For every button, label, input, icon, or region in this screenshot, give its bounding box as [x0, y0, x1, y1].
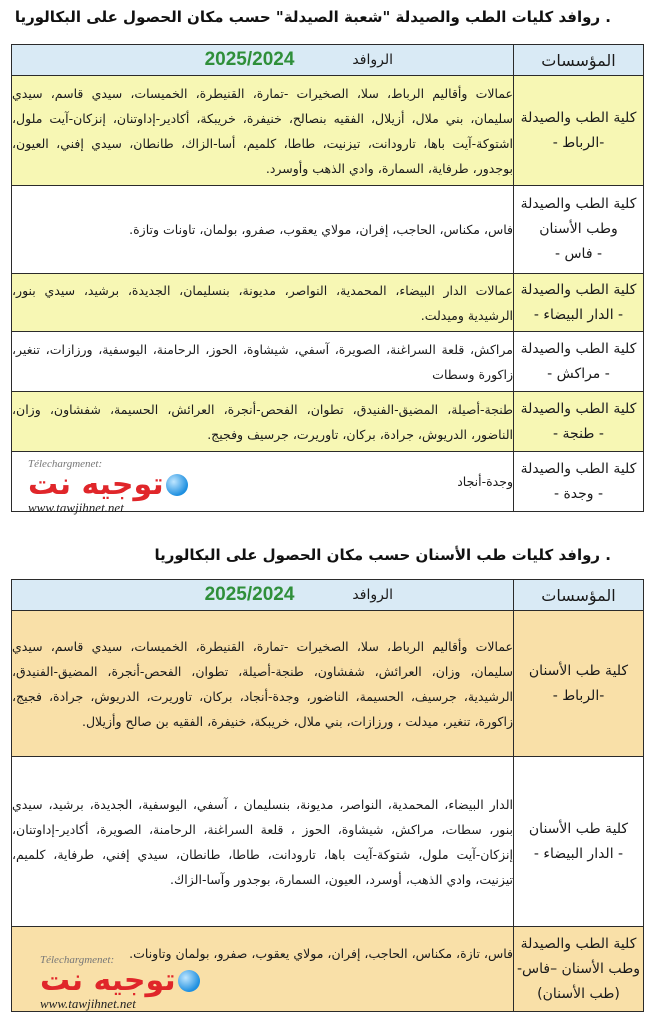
pharmacy-section-title: . روافد كليات الطب والصيدلة "شعبة الصيدلة" حسب مكان الحصول على البكالوريا [14, 8, 611, 26]
watermark-caption: Télechargmenet: [40, 954, 115, 966]
institution-cell [514, 611, 644, 757]
institution-name: كلية الطب والصيدلة [520, 281, 637, 298]
header-feeders: الروافد [352, 587, 393, 603]
institution-specialty: (طب الأسنان) [537, 985, 620, 1002]
watermark-logo [28, 458, 190, 516]
header-feeders: الروافد [352, 52, 393, 68]
table-row [12, 392, 644, 452]
header-institutions: المؤسسات [514, 580, 644, 611]
header-year: 2025/2024 [204, 584, 295, 605]
institution-city: - وجدة - [553, 485, 604, 502]
header-feeders-cell [12, 580, 514, 611]
globe-icon [178, 970, 200, 992]
institution-name: كلية الطب والصيدلة [520, 935, 637, 952]
institution-city: - طنجة - [553, 425, 604, 442]
institution-cell [514, 332, 644, 392]
watermark-brand-text: توجيه نت [28, 467, 164, 502]
institution-cell [514, 927, 644, 1012]
institution-city: - الدار البيضاء - [533, 845, 624, 862]
header-feeders-cell [12, 45, 514, 76]
watermark-brand-text: توجيه نت [40, 963, 176, 998]
watermark-brand [28, 467, 190, 502]
table-row [12, 186, 644, 274]
watermark-logo [40, 954, 202, 1012]
table-row [12, 757, 644, 927]
feeders-cell: طنجة-أصيلة، المضيق-الفنيدق، تطوان، الفحص-أنجرة، العرائش، الحسيمة، شفشاون، وزان، الناضور، الدريوش، جرادة، بركان، تاوريرت، جرسيف وفجيج. [12, 392, 514, 452]
feeders-cell: فاس، تازة، مكناس، الحاجب، إفران، مولاي يعقوب، صفرو، بولمان وتاونات. [12, 927, 514, 1012]
globe-icon [166, 474, 188, 496]
institution-city: - فاس - [554, 246, 603, 262]
table-header-row [12, 45, 644, 76]
institution-cell [514, 274, 644, 332]
feeders-cell: مراكش، قلعة السراغنة، الصويرة، آسفي، شيشاوة، الحوز، الرحامنة، اليوسفية، ورزازات، تنغير، زاكورة وسطات [12, 332, 514, 392]
institution-city: - الدار البيضاء - [533, 306, 624, 323]
feeders-cell: فاس، مكناس، الحاجب، إفران، مولاي يعقوب، صفرو، بولمان، تاونات وتازة. [12, 186, 514, 274]
feeders-cell: عمالات الدار البيضاء، المحمدية، النواصر، مديونة، بنسليمان، الجديدة، برشيد، سيدي بنور، الرشيدية وميدلت. [12, 274, 514, 332]
institution-name: كلية الطب والصيدلة [520, 460, 637, 477]
institution-name: كلية الطب والصيدلة [520, 109, 637, 126]
dental-feeders-table [11, 579, 644, 1012]
pharmacy-feeders-table [11, 44, 644, 512]
table-row [12, 332, 644, 392]
institution-name: كلية طب الأسنان [528, 820, 629, 837]
table-header-row [12, 580, 644, 611]
table-row [12, 274, 644, 332]
institution-cell [514, 186, 644, 274]
feeders-cell: عمالات وأقاليم الرباط، سلا، الصخيرات -تمارة، القنيطرة، الخميسات، سيدي قاسم، سيدي سليمان، وزان، العرائش، شفشاون، طنجة-أصيلة، تطوان، الفحص-أنجرة، المضيق-الفنيدق، الرشيدية، جرسيف، الحسيمة، الناضور، وجدة-أنجاد، بركان، تاوريرت، الدريوش، جرادة، فجيج، زاكورة، تنغير، ميدلت ، ورزازات، بني ملال، خريبكة، خنيفرة، الفقيه بن صالح وأزيلال. [12, 611, 514, 757]
feeders-cell: عمالات وأقاليم الرباط، سلا، الصخيرات -تمارة، القنيطرة، الخميسات، سيدي قاسم، سيدي سليمان، بني ملال، أزيلال، الفقيه بنصالح، خنيفرة، خريبكة، أكادير-إداوتنان، إنزكان-آيت ملول، اشتوكة-آيت باها، تارودانت، تيزنيت، طاطا، كلميم، أسا-الزاك، طانطان، سيدي إفني، العيون، بوجدور، طرفاية، السمارة، وادي الذهب وأوسرد. [12, 76, 514, 186]
institution-name-line2: وطب الأسنان [539, 221, 618, 237]
watermark-brand [40, 963, 202, 998]
institution-name: كلية الطب والصيدلة [520, 196, 637, 212]
table-row [12, 76, 644, 186]
watermark-url: www.tawjihnet.net [40, 996, 136, 1011]
watermark-url: www.tawjihnet.net [28, 500, 124, 515]
institution-cell [514, 392, 644, 452]
institution-name: كلية الطب والصيدلة [520, 400, 637, 417]
institution-name-line2: وطب الأسنان –فاس- [516, 960, 641, 977]
feeders-cell: وجدة-أنجاد [12, 452, 514, 512]
header-year: 2025/2024 [204, 49, 295, 70]
institution-name: كلية الطب والصيدلة [520, 340, 637, 357]
institution-city: - مراكش - [547, 365, 610, 382]
institution-cell [514, 76, 644, 186]
feeders-cell: الدار البيضاء، المحمدية، النواصر، مديونة، بنسليمان ، آسفي، اليوسفية، الجديدة، برشيد، سيدي بنور، سطات، مراكش، شيشاوة، الحوز ، قلعة السراغنة، الرحامنة، الصويرة، أكادير-إداوتنان، إنزكان-آيت ملول، شتوكة-آيت باها، تارودانت، طاطا، طانطان، سيدي إفني، طرفاية، كلميم، تيزنيت، وادي الذهب، أوسرد، العيون، السمارة، بوجدور وآسا-الزاك. [12, 757, 514, 927]
dental-section-title: . روافد كليات طب الأسنان حسب مكان الحصول على البكالوريا [154, 546, 611, 564]
institution-cell [514, 452, 644, 512]
institution-cell [514, 757, 644, 927]
institution-city: -الرباط - [552, 134, 605, 151]
table-row [12, 611, 644, 757]
watermark-caption: Télechargmenet: [28, 458, 103, 470]
institution-name: كلية طب الأسنان [528, 662, 629, 679]
institution-city: -الرباط - [552, 687, 605, 704]
header-institutions: المؤسسات [514, 45, 644, 76]
